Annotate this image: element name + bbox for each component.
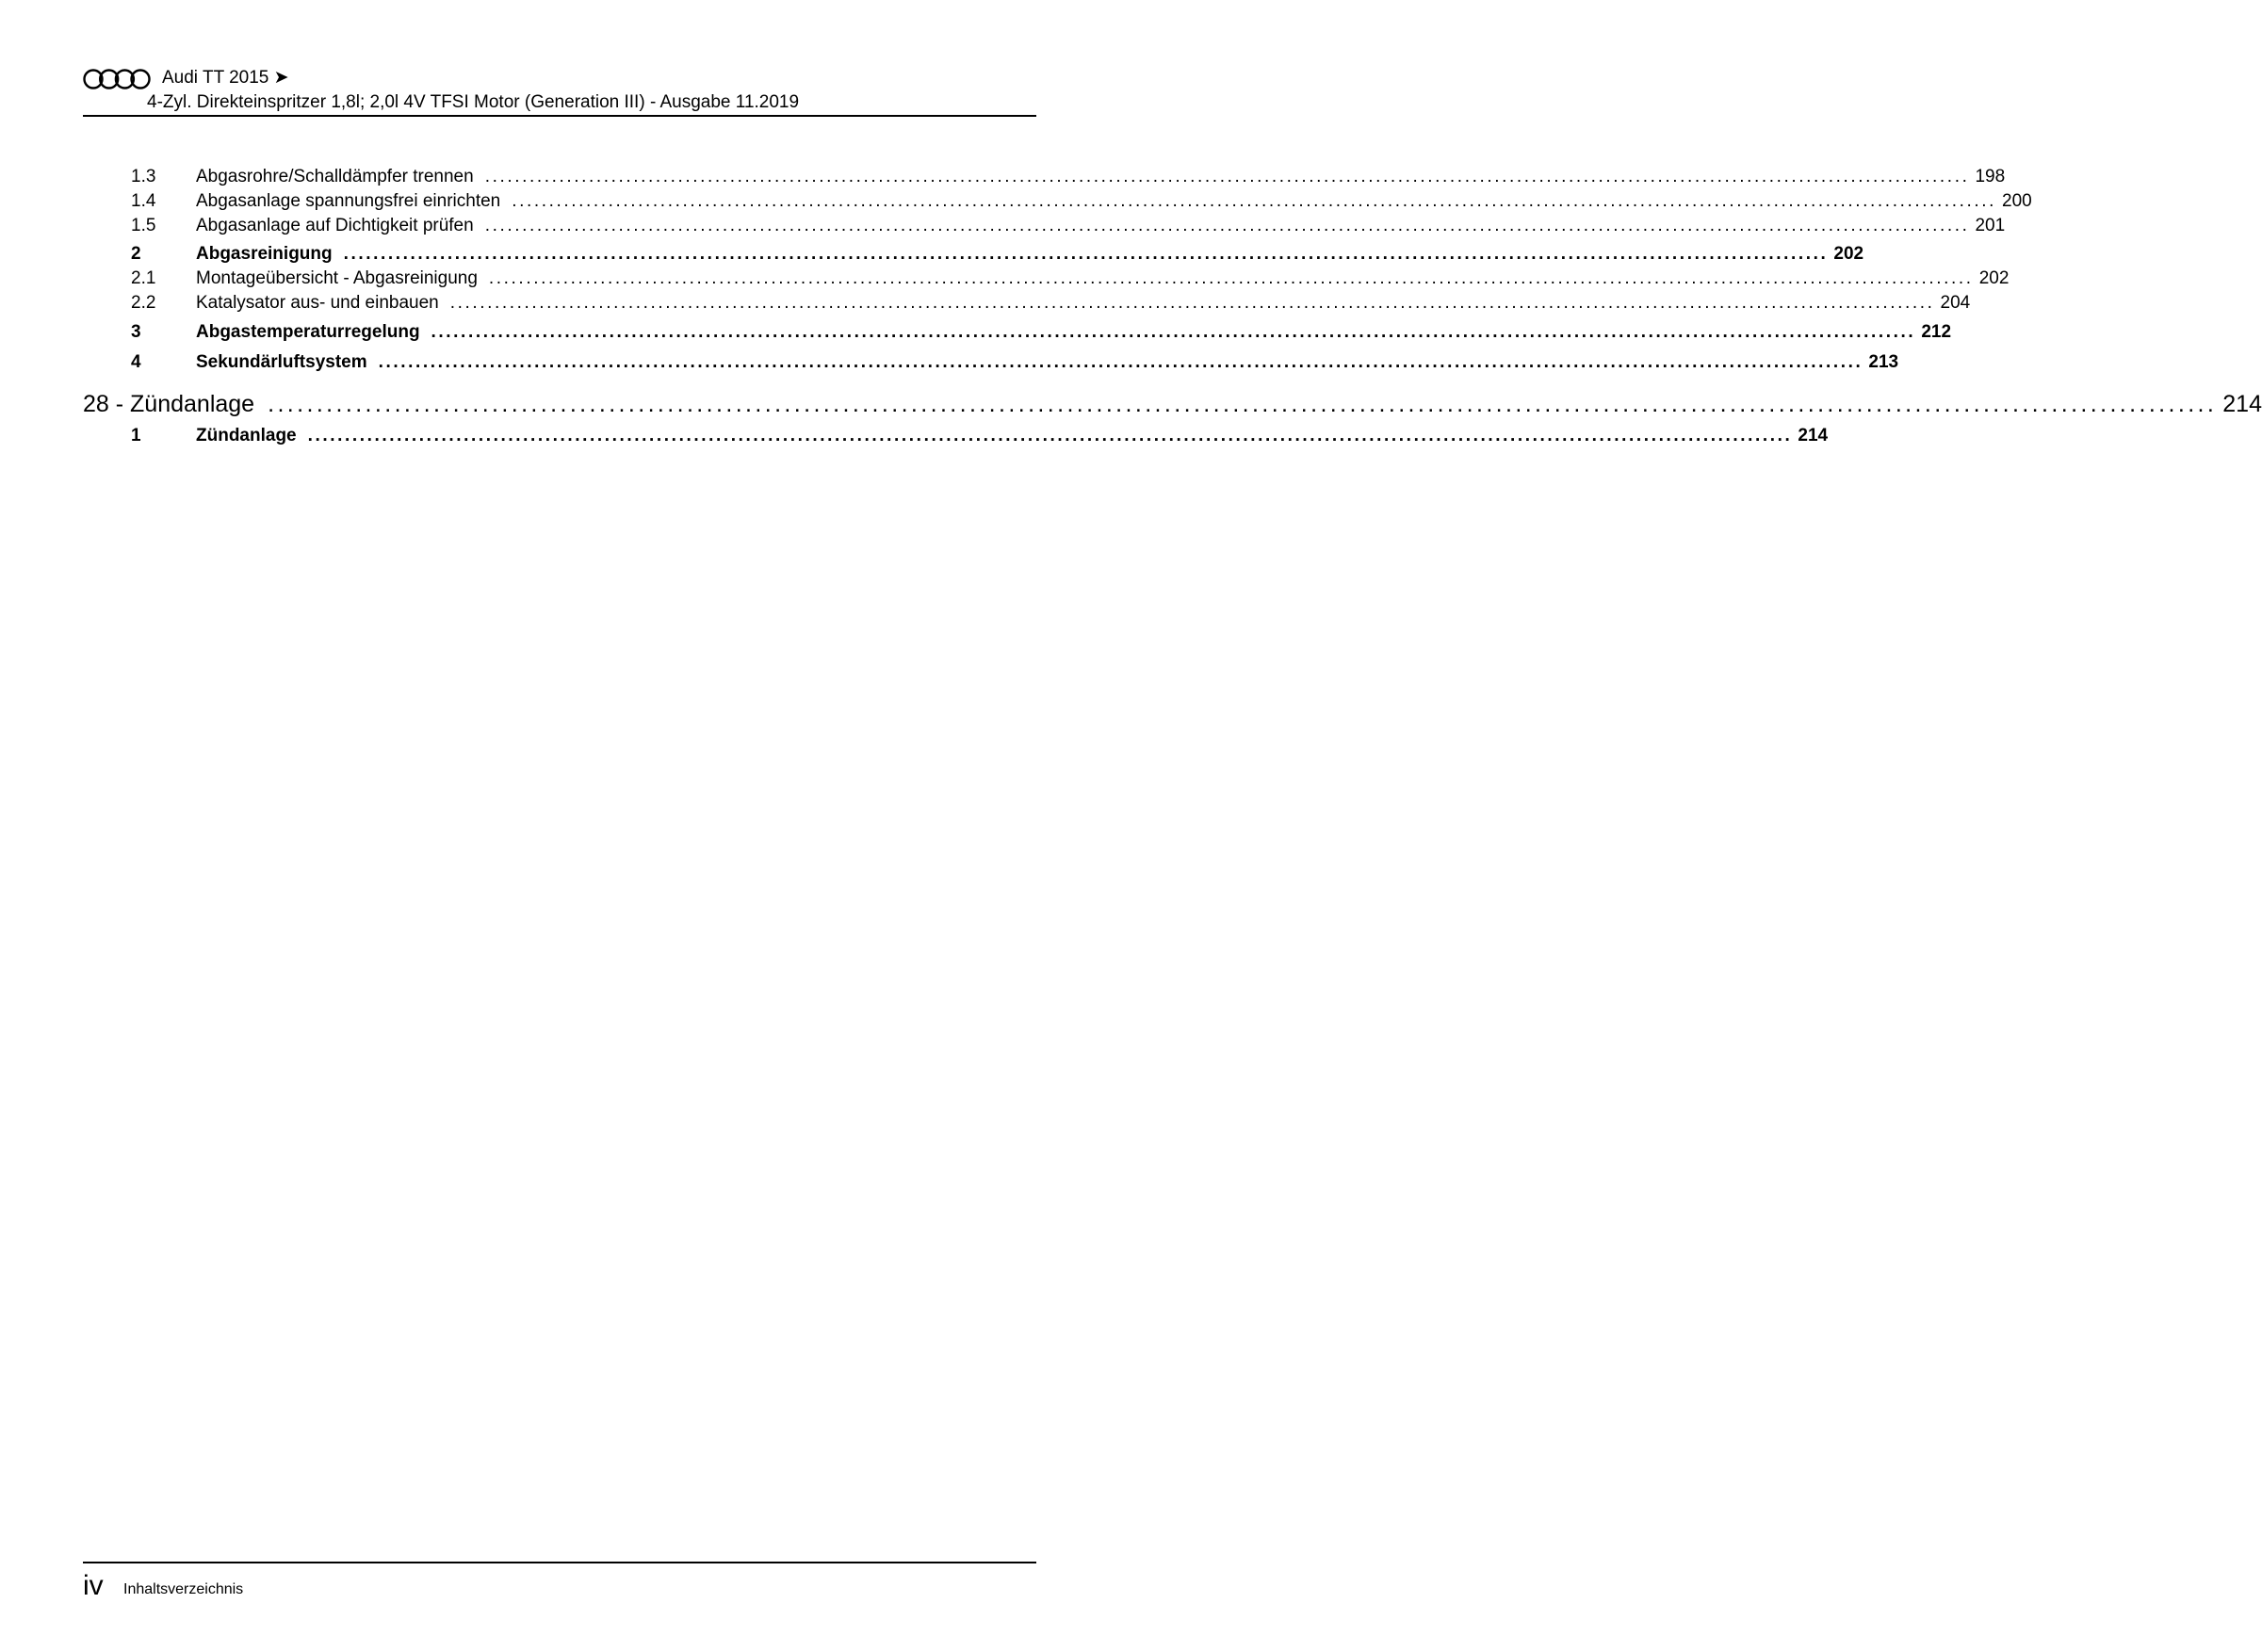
toc-entry-number: 2.1	[131, 268, 156, 288]
toc-leader-dots: ........................................................................................................................................................................................................	[343, 244, 1829, 264]
toc-entry-page: 214	[1798, 426, 1829, 445]
toc-leader-dots: ........................................................................................................................................................................................................	[484, 167, 1970, 186]
toc-entry-number: 1.4	[131, 191, 156, 211]
toc-entry-number: 3	[131, 322, 141, 342]
header-title: Audi TT 2015 ➤	[162, 68, 289, 88]
page-number: iv	[83, 1570, 104, 1601]
toc-entry[interactable]	[131, 292, 1971, 315]
toc-entry-title: Zündanlage	[196, 426, 297, 445]
toc-leader-dots: ........................................................................................................................................................................................................	[449, 293, 1935, 313]
header-subtitle: 4-Zyl. Direkteinspritzer 1,8l; 2,0l 4V TFSI Motor (Generation III) - Ausgabe 11.2019	[147, 92, 800, 112]
toc-entry[interactable]	[131, 190, 2032, 213]
toc-entry-title: Abgasreinigung	[196, 244, 333, 264]
toc-entry-main[interactable]	[131, 243, 1864, 266]
toc-entry-page: 202	[1978, 268, 2010, 288]
toc-entry-page: 201	[1975, 216, 2006, 235]
toc-leader-dots: ........................................................................................................................................................................................................	[431, 322, 1916, 342]
toc-entry-number: 2	[131, 244, 141, 264]
toc-entry-title: Abgasanlage spannungsfrei einrichten	[196, 191, 501, 211]
toc-entry-number: 1.5	[131, 216, 156, 235]
toc-chapter-page: 214	[2222, 391, 2262, 417]
toc-entry-page: 212	[1921, 322, 1952, 342]
toc-entry-title: Sekundärluftsystem	[196, 352, 367, 372]
toc-leader-dots: ........................................................................................................................................................................................................	[484, 216, 1970, 235]
toc-entry-page: 198	[1975, 167, 2006, 186]
footer-divider	[83, 1562, 1036, 1563]
toc-entry-page: 213	[1868, 352, 1899, 372]
toc-entry-page: 200	[2002, 191, 2032, 211]
toc-entry[interactable]	[131, 267, 2010, 290]
toc-entry-title: Abgastemperaturregelung	[196, 322, 420, 342]
toc-entry-number: 2.2	[131, 293, 156, 313]
toc-entry-title: Katalysator aus- und einbauen	[196, 293, 439, 313]
footer-label: Inhaltsverzeichnis	[123, 1581, 244, 1597]
toc-leader-dots: ........................................................................................................................................................................................................	[378, 352, 1863, 372]
toc-entry-number: 4	[131, 352, 141, 372]
toc-entry-title: Montageübersicht - Abgasreinigung	[196, 268, 478, 288]
toc-chapter[interactable]	[83, 390, 2262, 418]
toc-entry-page: 204	[1940, 293, 1971, 313]
toc-leader-dots: ........................................................................................................................................................................................................	[488, 268, 1974, 288]
header-divider	[83, 115, 1036, 117]
toc-leader-dots: ........................................................................................................................................................................................................	[268, 391, 2218, 417]
toc-entry-main[interactable]	[131, 321, 1952, 344]
toc-entry-number: 1.3	[131, 167, 156, 186]
page-header	[83, 66, 1036, 116]
toc-entry-title: Abgasrohre/Schalldämpfer trennen	[196, 167, 474, 186]
toc-entry-page: 202	[1833, 244, 1864, 264]
toc-leader-dots: ........................................................................................................................................................................................................	[512, 191, 1996, 211]
toc-entry-number: 1	[131, 426, 141, 445]
toc-chapter-title: 28 - Zündanlage	[83, 391, 255, 417]
toc-entry-main[interactable]	[131, 425, 1829, 447]
toc-entry[interactable]	[131, 166, 2006, 188]
toc-entry[interactable]	[131, 215, 2006, 237]
toc-entry-main[interactable]	[131, 351, 1899, 374]
audi-rings-icon	[83, 68, 151, 90]
toc-leader-dots: ........................................................................................................................................................................................................	[307, 426, 1793, 445]
toc-entry-title: Abgasanlage auf Dichtigkeit prüfen	[196, 216, 474, 235]
